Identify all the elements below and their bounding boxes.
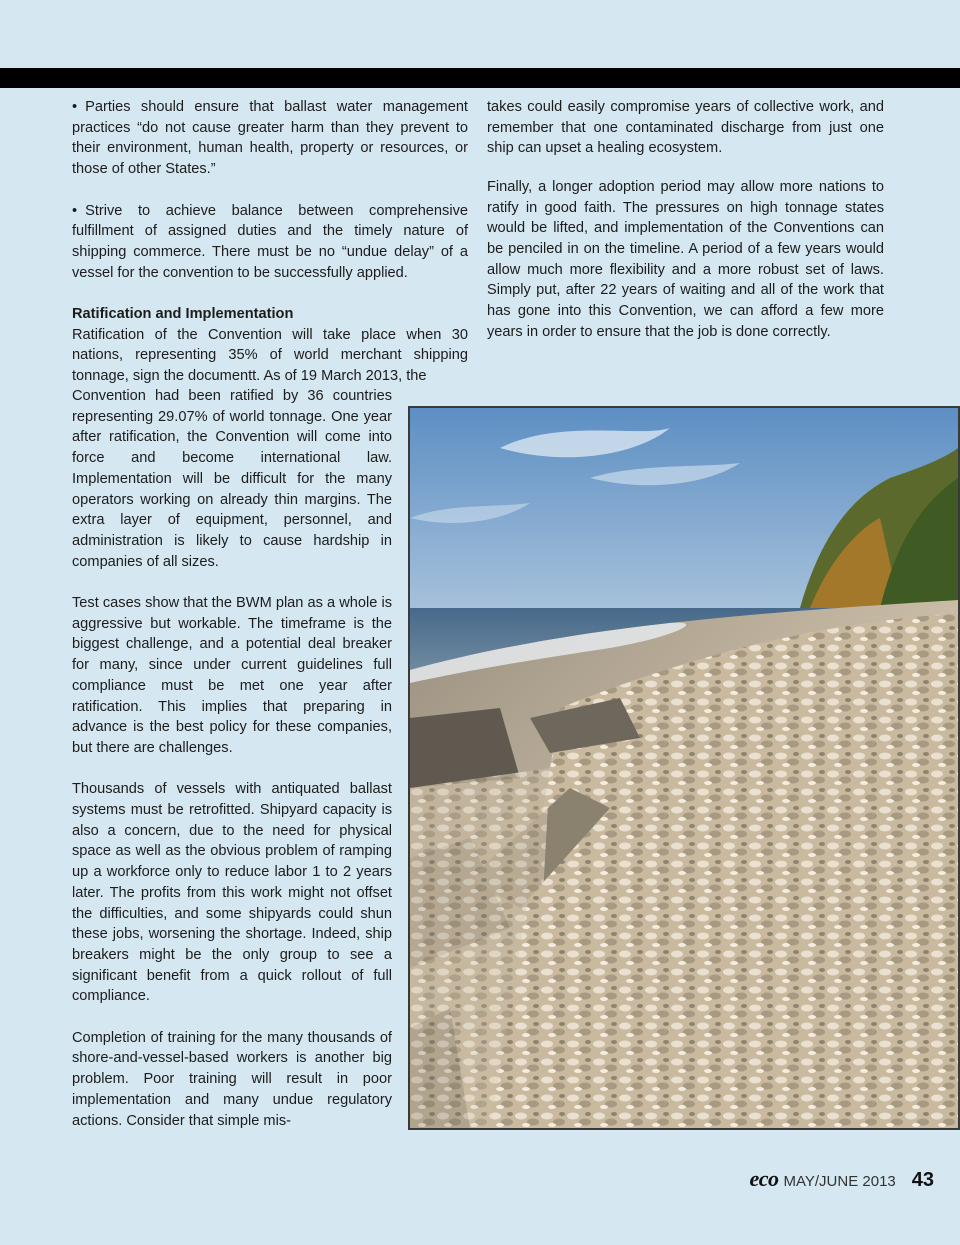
bullet-icon: • xyxy=(72,202,78,219)
bullet-icon: • xyxy=(72,99,78,115)
page-number: 43 xyxy=(911,1169,934,1191)
bullet-item-1 xyxy=(72,97,468,180)
left-column-bottom xyxy=(72,386,392,1131)
thousands-paragraph: Thousands of vessels with antiquated ballast systems must be retrofitted. Shipyard capacity is also a concern, due to the need for physical space as well as the obvious problem of ramping up a workforce only to reduce labor 1 to 2 years later. The profits from this work might not offset the difficulties, and some shipyards could shun these jobs, worsening the shortage. Indeed, ship breakers might be the only group to see a significant benefit from a quick rollout of full compliance. xyxy=(72,781,392,1005)
page-footer xyxy=(749,1166,934,1192)
ratification-text-top: Ratification of the Convention will take place when 30 nations, representing 35% of world merchant shipping tonnage, sign the documentt. As of 19 March 2013, the xyxy=(72,326,468,385)
shell-beach-photo xyxy=(408,406,960,1130)
issue-date: MAY/JUNE 2013 xyxy=(783,1173,896,1190)
ratification-paragraph xyxy=(72,304,468,387)
continuation-paragraph: takes could easily compromise years of collective work, and remember that one contaminated discharge from just one ship can upset a healing ecosystem. xyxy=(487,99,884,157)
section-heading: Ratification and Implementation xyxy=(72,306,294,322)
magazine-logo: eco xyxy=(749,1166,779,1191)
shell-beach-photo-icon xyxy=(410,408,958,1128)
bullet-text-2: Strive to achieve balance between comprehensive fulfillment of assigned duties and the timely nature of shipping commerce. There must be no “undue delay” of a vessel for the convention to be successfully applied. xyxy=(72,202,468,281)
header-bar xyxy=(0,68,960,88)
bullet-item-2 xyxy=(72,201,468,284)
right-column xyxy=(487,97,884,342)
completion-paragraph: Completion of training for the many thousands of shore-and-vessel-based workers is another big problem. Poor training will result in poor implementation and many undue regulatory actions. Consider that simple mis- xyxy=(72,1029,392,1129)
left-column-top xyxy=(72,97,468,387)
bullet-text-1: Parties should ensure that ballast water management practices “do not cause greater harm than they prevent to their environment, human health, property or resources, or those of other States.” xyxy=(72,99,468,178)
ratification-text-bottom: Convention had been ratified by 36 countries representing 29.07% of world tonnage. One year after ratification, the Convention will come into force and become international law. Implementation will be difficult for the many operators working on already thin margins. The extra layer of equipment, personnel, and administration is likely to cause hardship in companies of all sizes. xyxy=(72,388,392,570)
test-cases-paragraph: Test cases show that the BWM plan as a whole is aggressive but workable. The timeframe is the biggest challenge, and a potential deal breaker for many, since under current guidelines full compliance must be met one year after ratification. This implies that preparing in advance is the best policy for these companies, but there are challenges. xyxy=(72,595,392,756)
finally-paragraph: Finally, a longer adoption period may allow more nations to ratify in good faith. The pressures on high tonnage states would be lifted, and implementation of the Conventions can be penciled in on the timeline. A period of a few years would allow much more flexibility and a more robust set of laws. Simply put, after 22 years of waiting and all of the work that has gone into this Convention, we can afford a few more years in order to ensure that the job is done correctly. xyxy=(487,178,884,340)
